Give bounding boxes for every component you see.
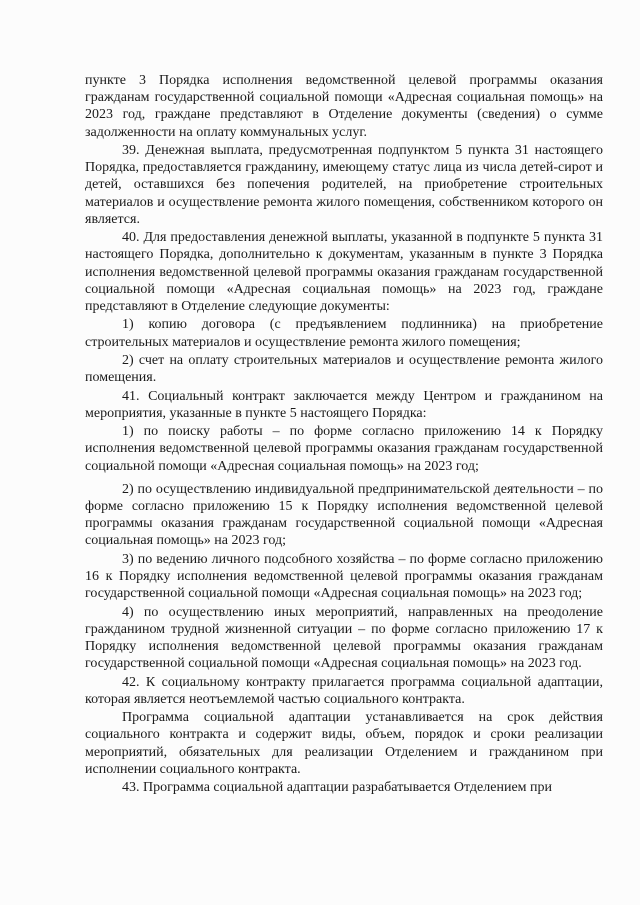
paragraph-40-item-1: 1) копию договора (с предъявлением подлинника) на приобретение строительных материалов и осуществление ремонта жилого помещения; — [85, 317, 603, 350]
paragraph-continuation: пункте 3 Порядка исполнения ведомственной целевой программы оказания гражданам государственной социальной помощи «Адресная социальная помощь» на 2023 год, граждане представляют в Отделение документы (сведения) о сумме задолженности на оплату коммунальных услуг. — [85, 73, 603, 140]
paragraph-41-item-4: 4) по осуществлению иных мероприятий, направленных на преодоление гражданином трудной жизненной ситуации – по форме согласно приложению 17 к Порядку исполнения ведомственной целевой программы оказания гражданам государственной социальной помощи «Адресная социальная помощь» на 2023 год. — [85, 604, 603, 672]
paragraph-42: 42. К социальному контракту прилагается программа социальной адаптации, которая является неотъемлемой частью социального контракта. — [85, 674, 603, 707]
paragraph-39: 39. Денежная выплата, предусмотренная подпунктом 5 пункта 31 настоящего Порядка, предоставляется гражданину, имеющему статус лица из числа детей-сирот и детей, оставшихся без попечения родителей, на приобретение строительных материалов и осуществление ремонта жилого помещения, собственником которого он является. — [85, 143, 603, 227]
document-body — [85, 72, 603, 798]
paragraph-40: 40. Для предоставления денежной выплаты, указанной в подпункте 5 пункта 31 настоящего Порядка, дополнительно к документам, указанным в пункте 3 Порядка исполнения ведомственной целевой программы оказания гражданам государственной социальной помощи «Адресная социальная помощь» на 2023 год, граждане представляют в Отделение следующие документы: — [85, 230, 603, 315]
paragraph-41: 41. Социальный контракт заключается между Центром и гражданином на мероприятия, указанные в пункте 5 настоящего Порядка: — [85, 388, 603, 421]
paragraph-41-item-3: 3) по ведению личного подсобного хозяйства – по форме согласно приложению 16 к Порядку исполнения ведомственной целевой программы оказания гражданам государственной социальной помощи «Адресная социальная помощь» на 2023 год; — [85, 551, 603, 602]
paragraph-41-item-1: 1) по поиску работы – по форме согласно приложению 14 к Порядку исполнения ведомственной целевой программы оказания гражданам государственной социальной помощи «Адресная социальная помощь» на 2023 год; — [85, 424, 603, 474]
paragraph-40-item-2: 2) счет на оплату строительных материалов и осуществление ремонта жилого помещения. — [85, 353, 603, 386]
paragraph-43: 43. Программа социальной адаптации разрабатывается Отделением при — [122, 780, 553, 796]
paragraph-41-item-2: 2) по осуществлению индивидуальной предпринимательской деятельности – по форме согласно приложению 15 к Порядку исполнения ведомственной целевой программы оказания гражданам государственной социальной помощи «Адресная социальная помощь» на 2023 год; — [85, 481, 603, 549]
paragraph-42-program: Программа социальной адаптации устанавливается на срок действия социального контракта и содержит виды, объем, порядок и сроки реализации мероприятий, обязательных для реализации Отделением и гражданином при исполнении социального контракта. — [85, 710, 603, 777]
